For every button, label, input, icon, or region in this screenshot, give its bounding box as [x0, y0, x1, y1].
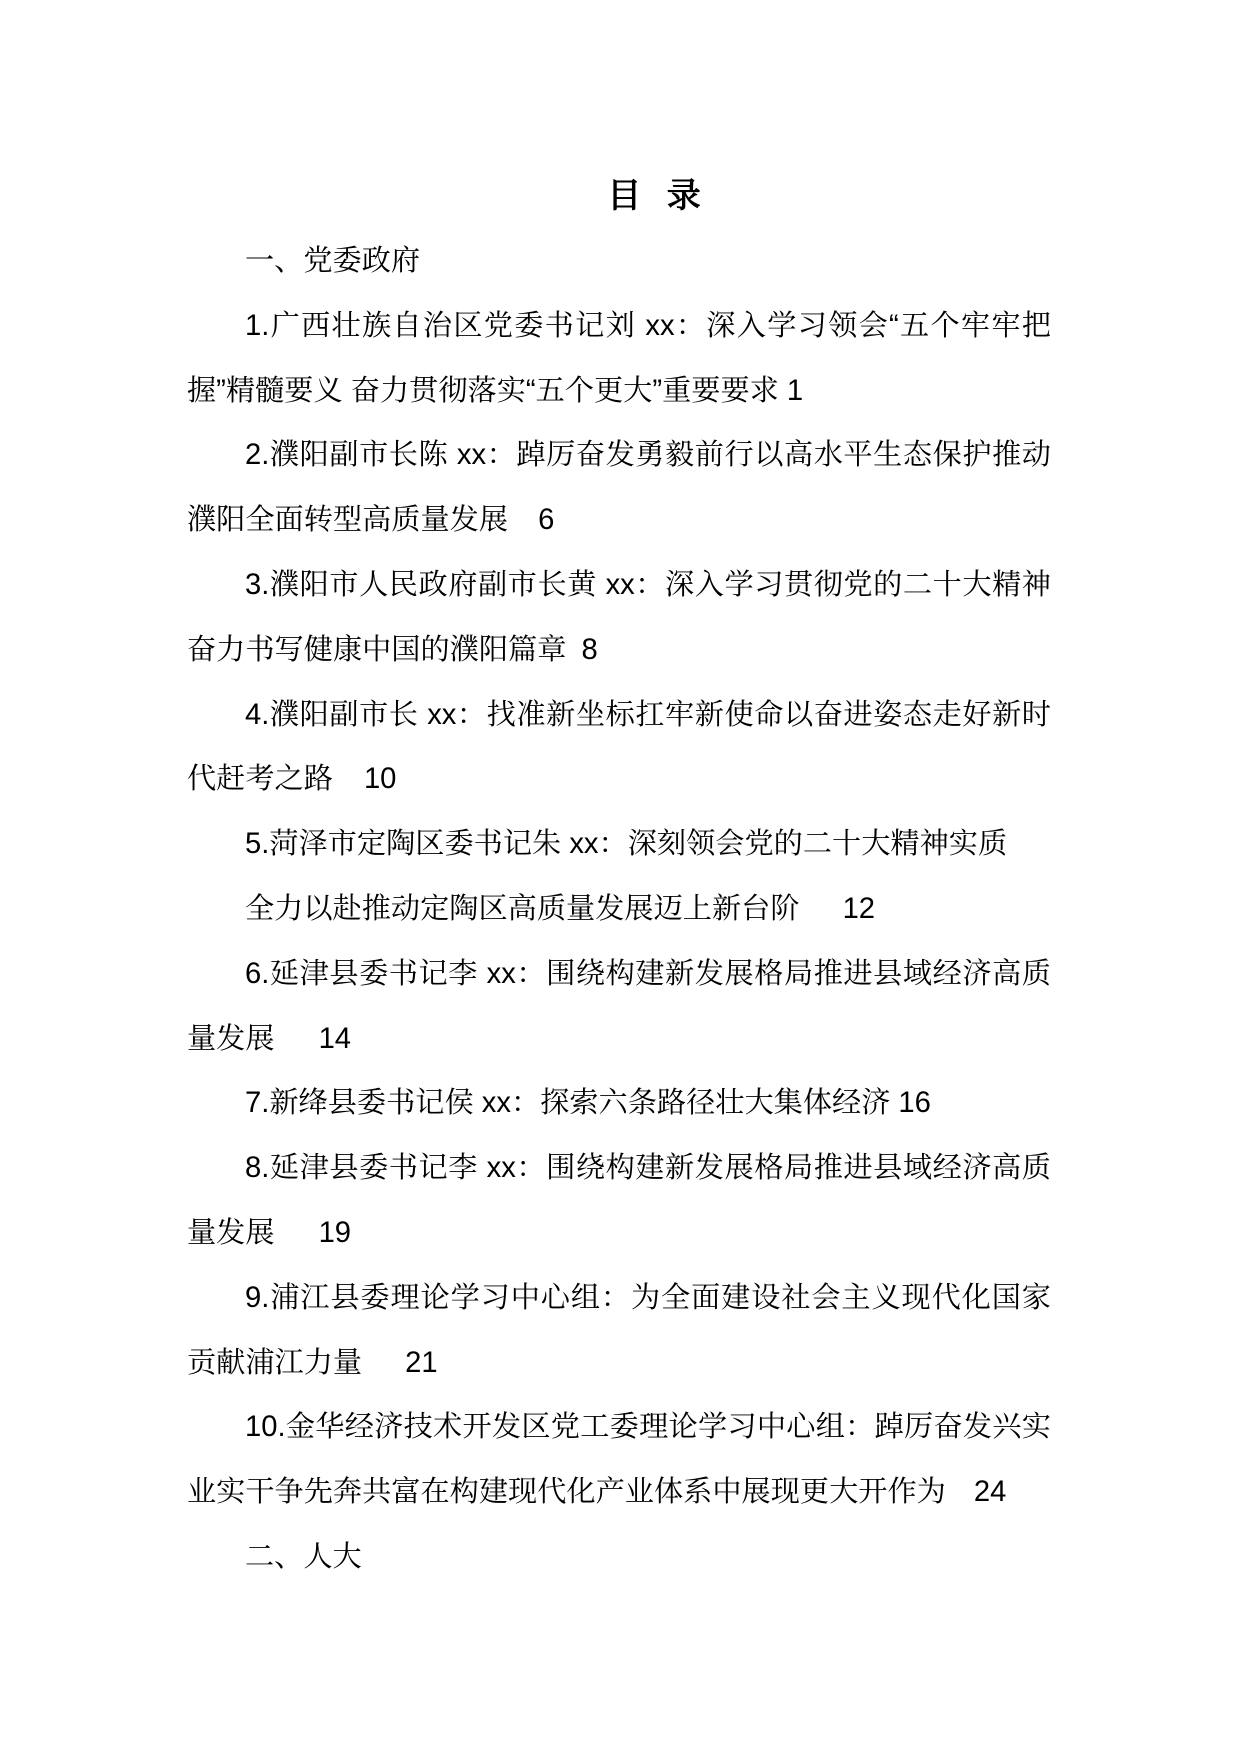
toc-entry-text: 濮阳全面转型高质量发展	[187, 504, 509, 537]
toc-entry-text-line	[187, 1460, 1051, 1525]
toc-entry	[187, 683, 1051, 813]
toc-entry-text-line: 8.延津县委书记李 xx：围绕构建新发展格局推进县域经济高质	[245, 1152, 1051, 1185]
toc-page-number: 24	[973, 1476, 1007, 1509]
toc-entry	[187, 423, 1051, 553]
toc-title: 目 录	[607, 177, 701, 215]
toc-entry-text-line	[187, 359, 1051, 424]
toc-entry	[187, 942, 1051, 1072]
toc-entry	[187, 1395, 1051, 1525]
toc-entry-text-line: 6.延津县委书记李 xx：围绕构建新发展格局推进县域经济高质	[245, 957, 1051, 990]
toc-entry	[187, 1266, 1051, 1396]
toc-entry	[187, 1071, 1051, 1136]
toc-entry-text-line	[187, 1007, 1051, 1072]
toc-entry-text-line	[187, 488, 1051, 553]
toc-entry	[187, 1136, 1051, 1266]
toc-entry-text: 奋力书写健康中国的濮阳篇章	[187, 633, 567, 666]
toc-page-number: 21	[405, 1346, 438, 1379]
toc-entry-text-line: 1.广西壮族自治区党委书记刘 xx：深入学习领会“五个牢牢把	[245, 309, 1051, 342]
toc-entry-text: 业实干争先奔共富在构建现代化产业体系中展现更大开作为	[187, 1476, 946, 1509]
toc-page-number: 6	[538, 504, 555, 537]
toc-entry-text: 量发展	[187, 1216, 275, 1249]
toc-entry-text-line	[187, 1201, 1051, 1266]
toc-entry	[187, 294, 1051, 424]
toc-entry-text-line: 3.濮阳市人民政府副市长黄 xx：深入学习贯彻党的二十大精神	[245, 568, 1051, 601]
section-heading: 一、党委政府	[245, 245, 421, 277]
toc-page-number: 1	[786, 374, 804, 407]
toc-entry-text-line: 5.菏泽市定陶区委书记朱 xx：深刻领会党的二十大精神实质	[245, 828, 1008, 861]
toc-entry-text-line	[187, 1071, 1051, 1136]
toc-page-number: 14	[318, 1022, 352, 1055]
section-heading: 二、人大	[245, 1540, 362, 1573]
toc-entry-text: 7.新绛县委书记侯 xx：探索六条路径壮大集体经济	[245, 1087, 891, 1120]
toc-entry-text-line: 9.浦江县委理论学习中心组：为全面建设社会主义现代化国家	[245, 1281, 1051, 1314]
toc-entry-text-line: 2.濮阳副市长陈 xx：踔厉奋发勇毅前行以高水平生态保护推动	[245, 439, 1051, 472]
toc-page-number: 19	[318, 1216, 352, 1249]
toc-entry-text-line	[187, 1331, 1051, 1396]
toc-entry	[187, 553, 1051, 683]
toc-entry	[187, 812, 1051, 942]
toc-page-number: 8	[581, 633, 598, 666]
toc-page-number: 12	[842, 892, 876, 925]
toc-entry-text-line: 4.濮阳副市长 xx：找准新坐标扛牢新使命以奋进姿态走好新时	[245, 698, 1051, 731]
toc-page-number: 10	[363, 763, 397, 796]
toc-entry-text: 贡献浦江力量	[187, 1346, 363, 1379]
toc-entry-text-line	[187, 618, 1051, 683]
toc-entry-text-line: 10.金华经济技术开发区党工委理论学习中心组：踔厉奋发兴实	[245, 1411, 1051, 1444]
toc-entry-text: 握”精髓要义 奋力贯彻落实“五个更大”重要要求	[187, 374, 779, 407]
toc-page-number: 16	[898, 1087, 931, 1120]
toc-entry-text-line	[187, 877, 1051, 942]
toc-entry-text: 代赶考之路	[187, 763, 333, 796]
toc-entry-text-line	[187, 747, 1051, 812]
toc-entry-text: 量发展	[187, 1022, 275, 1055]
toc-content	[187, 163, 1051, 1590]
toc-entry-text: 全力以赴推动定陶区高质量发展迈上新台阶	[245, 892, 800, 925]
